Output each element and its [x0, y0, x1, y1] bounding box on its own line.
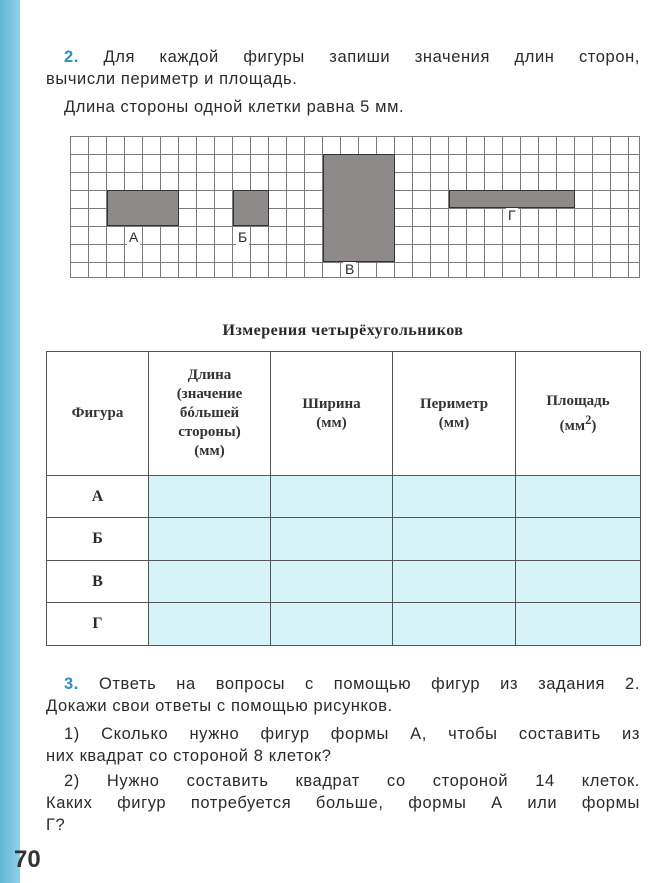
- figure-g-label: Г: [508, 207, 516, 223]
- page-number: 70: [14, 846, 41, 873]
- cell-g-area[interactable]: [516, 603, 641, 646]
- task3-q2-line-2: Каких фигур потребуется больше, формы А или формы: [46, 794, 640, 812]
- header-width: [271, 352, 393, 476]
- table-row: [47, 518, 641, 561]
- cell-g-perimeter[interactable]: [393, 603, 516, 646]
- row-label-a: А: [47, 476, 149, 518]
- grid-drawing: [70, 136, 640, 283]
- figure-v: [323, 154, 395, 262]
- header-figure-text: Фигура: [71, 405, 124, 421]
- header-area-sup: 2: [585, 412, 592, 427]
- header-perimeter-line-2: (мм): [438, 414, 470, 431]
- figure-b-label: Б: [238, 229, 248, 245]
- task2-text: [46, 46, 640, 118]
- task2-number: 2.: [64, 48, 79, 66]
- header-length-line-2: (значение: [176, 386, 243, 402]
- header-length-line-5: (мм): [194, 443, 225, 459]
- header-perimeter-line-1: Периметр: [419, 395, 489, 412]
- cell-g-width[interactable]: [271, 603, 393, 646]
- cell-v-length[interactable]: [149, 561, 271, 603]
- task2-line-2: вычисли периметр и площадь.: [46, 70, 298, 88]
- task3-q2-line-3: Г?: [46, 816, 66, 834]
- row-label-g: Г: [47, 603, 149, 646]
- task2-line-1: Для каждой фигуры запиши значения длин сторон,: [103, 48, 640, 66]
- task3-line-1: Ответь на вопросы с помощью фигур из задания 2.: [98, 675, 641, 693]
- header-area-line-1: Площадь: [546, 392, 610, 409]
- cell-a-area[interactable]: [516, 476, 641, 518]
- cell-v-perimeter[interactable]: [393, 561, 516, 603]
- table-row: [47, 476, 641, 518]
- row-label-b: Б: [47, 518, 149, 561]
- figure-g: [449, 190, 575, 208]
- task3-text: [46, 673, 640, 836]
- cell-b-length[interactable]: [149, 518, 271, 561]
- cell-a-perimeter[interactable]: [393, 476, 516, 518]
- table-row: [47, 561, 641, 603]
- task3-q1-line-2: них квадрат со стороной 8 клеток?: [46, 747, 332, 765]
- cell-a-length[interactable]: [149, 476, 271, 518]
- table-header-row: [47, 352, 641, 476]
- header-length-line-1: Длина: [187, 367, 232, 383]
- task3-q2-line-1: 2) Нужно составить квадрат со стороной 14 клеток.: [64, 772, 640, 790]
- header-width-line-2: (мм): [316, 414, 347, 431]
- cell-g-length[interactable]: [149, 603, 271, 646]
- table-row: [47, 603, 641, 646]
- figure-a-label: А: [129, 229, 139, 245]
- cell-b-area[interactable]: [516, 518, 641, 561]
- header-length-line-4: стороны): [178, 424, 241, 440]
- cell-b-width[interactable]: [271, 518, 393, 561]
- task3-line-2: Докажи свои ответы с помощью рисунков.: [46, 697, 393, 715]
- row-label-v: В: [47, 561, 149, 603]
- task3-q1-line-1: 1) Сколько нужно фигур формы А, чтобы составить из: [64, 725, 640, 743]
- cell-v-width[interactable]: [271, 561, 393, 603]
- header-perimeter: [393, 352, 516, 476]
- header-length-line-3: бóльшей: [179, 405, 240, 421]
- header-area-close: ): [591, 417, 597, 434]
- figure-b: [233, 190, 269, 226]
- cell-b-perimeter[interactable]: [393, 518, 516, 561]
- cell-v-area[interactable]: [516, 561, 641, 603]
- cell-a-width[interactable]: [271, 476, 393, 518]
- header-area-unit: (мм: [559, 417, 586, 434]
- task2-note: Длина стороны одной клетки равна 5 мм.: [64, 98, 405, 116]
- page-edge-strip: [0, 0, 20, 883]
- header-figure: [47, 352, 149, 476]
- figure-a: [107, 190, 179, 226]
- figure-v-label: В: [345, 261, 355, 277]
- header-width-line-1: Ширина: [302, 395, 361, 412]
- table-title: Измерения четырёхугольников: [222, 322, 464, 339]
- task3-number: 3.: [64, 675, 79, 693]
- header-area: [516, 352, 641, 476]
- header-length: [149, 352, 271, 476]
- measurements-table: [46, 351, 641, 646]
